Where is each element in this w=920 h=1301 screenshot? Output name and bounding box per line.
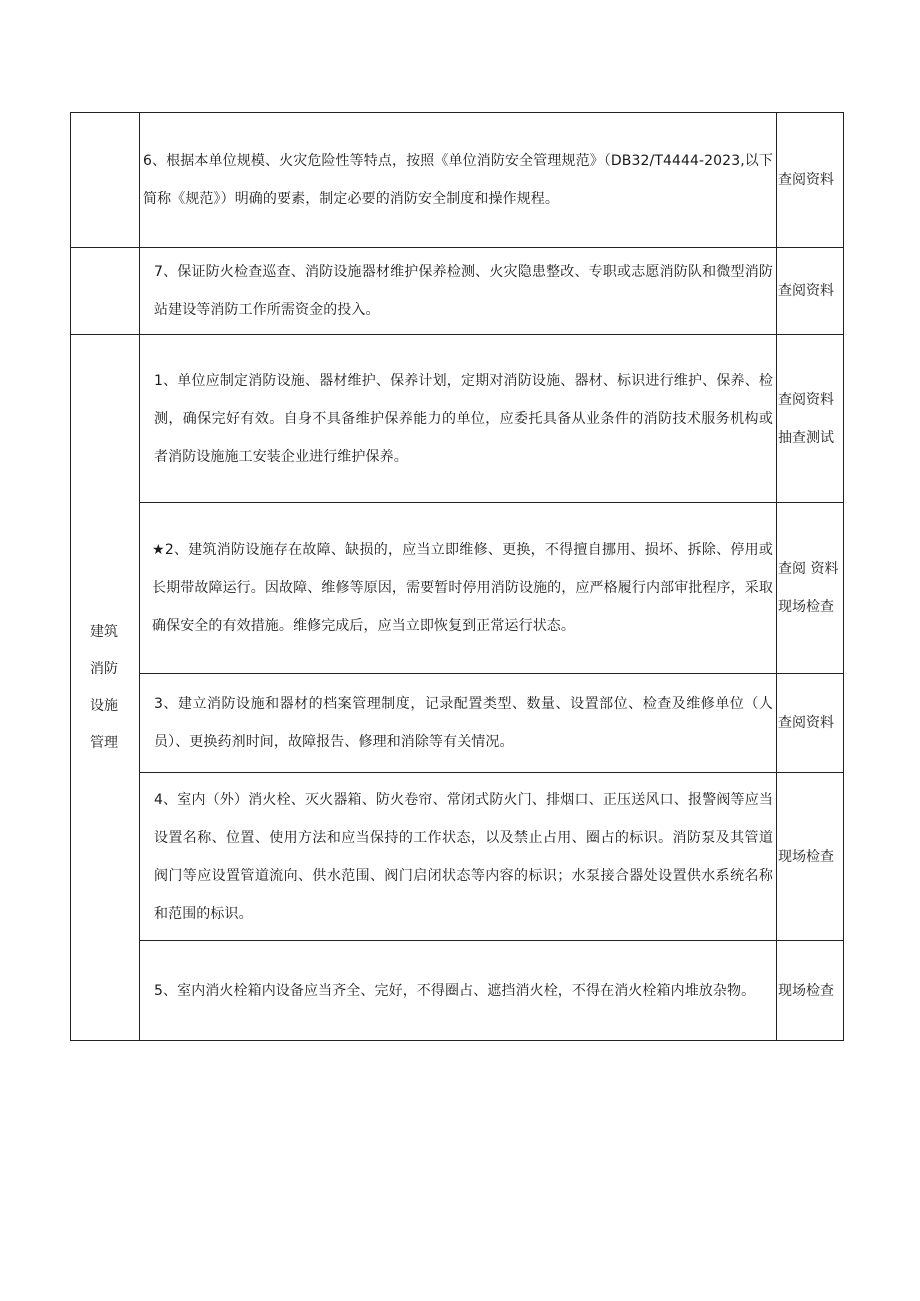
- content-cell: [140, 674, 777, 773]
- table-row: [71, 335, 844, 503]
- table-row: [71, 674, 844, 773]
- table-row: [71, 941, 844, 1041]
- requirement-text: 3、建立消防设施和器材的档案管理制度，记录配置类型、数量、设置部位、检查及维修单位（人员）、更换药剂时间，故障报告、修理和消除等有关情况。: [154, 696, 773, 750]
- content-cell: [140, 248, 777, 335]
- method-cell: [777, 113, 844, 248]
- category-cell-empty: [71, 248, 140, 335]
- content-cell: [140, 335, 777, 503]
- inspection-method: 现场检查: [778, 848, 834, 865]
- content-cell: [140, 113, 777, 248]
- requirement-text: ★2、建筑消防设施存在故障、缺损的，应当立即维修、更换，不得擅自挪用、损坏、拆除、停用或长期带故障运行。因故障、维修等原因，需要暂时停用消防设施的，应严格履行内部审批程序，采取确保安全的有效措施。维修完成后，应当立即恢复到正常运行状态。: [152, 542, 773, 634]
- category-cell-empty: [71, 113, 140, 248]
- inspection-table: [70, 112, 844, 1041]
- inspection-method: 查阅资料: [778, 172, 834, 188]
- requirement-text: 6、根据本单位规模、火灾危险性等特点，按照《单位消防安全管理规范》（DB32/T4444-2023,以下简称《规范》）明确的要素，制定必要的消防安全制度和操作规程。: [143, 153, 773, 207]
- category-label: 建筑消防设施管理: [90, 623, 118, 751]
- table-row: [71, 503, 844, 674]
- method-cell: [777, 674, 844, 773]
- method-cell: [777, 941, 844, 1041]
- content-cell: [140, 503, 777, 674]
- method-cell: [777, 248, 844, 335]
- method-cell: [777, 503, 844, 674]
- inspection-method: 查阅资料抽查测试: [778, 391, 834, 446]
- content-cell: [140, 941, 777, 1041]
- requirement-text: 5、室内消火栓箱内设备应当齐全、完好，不得圈占、遮挡消火栓，不得在消火栓箱内堆放杂物。: [154, 982, 756, 999]
- method-cell: [777, 335, 844, 503]
- inspection-method: 查阅资料: [778, 283, 834, 299]
- inspection-method: 查阅 资料现场检查: [778, 561, 839, 615]
- inspection-method: 现场检查: [778, 982, 834, 999]
- requirement-text: 7、保证防火检查巡查、消防设施器材维护保养检测、火灾隐患整改、专职或志愿消防队和微型消防站建设等消防工作所需资金的投入。: [154, 264, 773, 318]
- table-row: [71, 248, 844, 335]
- table-row: [71, 773, 844, 941]
- table-row: [71, 113, 844, 248]
- requirement-text: 1、单位应制定消防设施、器材维护、保养计划，定期对消防设施、器材、标识进行维护、保养、检测，确保完好有效。自身不具备维护保养能力的单位，应委托具备从业条件的消防技术服务机构或者消防设施施工安装企业进行维护保养。: [154, 372, 773, 465]
- method-cell: [777, 773, 844, 941]
- requirement-text: 4、室内（外）消火栓、灭火器箱、防火卷帘、常闭式防火门、排烟口、正压送风口、报警阀等应当设置名称、位置、使用方法和应当保持的工作状态，以及禁止占用、圈占的标识。消防泵及其管道阀门等应设置管道流向、供水范围、阀门启闭状态等内容的标识；水泵接合器处设置供水系统名称和范围的标识。: [154, 791, 773, 922]
- category-cell: [71, 335, 140, 1041]
- content-cell: [140, 773, 777, 941]
- inspection-method: 查阅资料: [778, 715, 834, 731]
